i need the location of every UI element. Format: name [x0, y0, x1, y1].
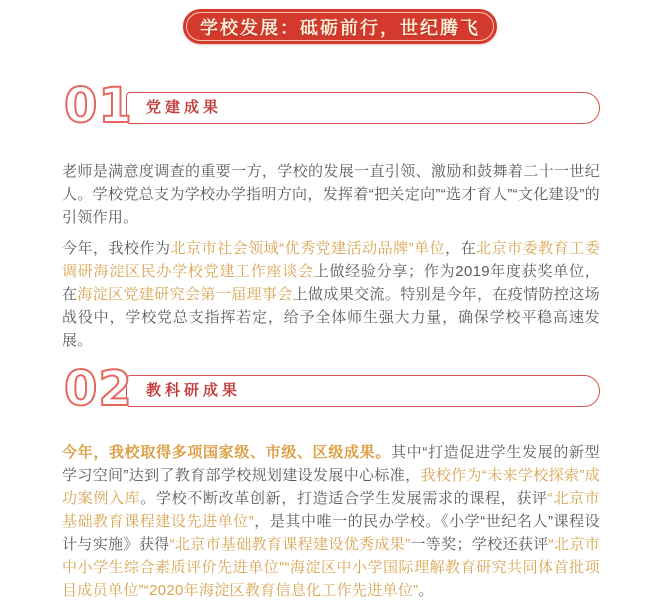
- paragraph: [62, 160, 600, 229]
- text-segment: ，在: [445, 240, 477, 257]
- text-segment: 我校作为“未来学校探索”成功案例入库: [62, 467, 600, 507]
- text-segment: 今年，我校作为: [62, 240, 171, 257]
- text-segment: 今年，我校取得多项国家级、市级、区级成果。: [62, 444, 392, 461]
- page-title: 学校发展：砥砺前行，世纪腾飞: [200, 17, 480, 38]
- text-segment: 。: [418, 582, 434, 599]
- section-label: 教科研成果: [146, 382, 242, 399]
- text-segment: 。学校不断改革创新，打造适合学生发展需求的课程，获评: [140, 490, 548, 507]
- text-segment: 北京市社会领域“优秀党建活动品牌”单位: [170, 240, 446, 257]
- text-segment: 北京市委教育工委调研海淀区民办学校党建工作座谈会: [62, 240, 600, 280]
- section-number: 01: [64, 78, 133, 134]
- section-header-party-building: [62, 78, 600, 136]
- text-segment: 上做成果交流。特别是今年，在疫情防控这场战役中，学校党总支指挥若定，给予全体师生强大力量，确保学校平稳高速发展。: [62, 286, 600, 349]
- section-number: 02: [64, 361, 133, 417]
- text-segment: “北京市中小学生综合素质评价先进单位”“海淀区中小学国际理解教育研究共同体首批项目成员单位”“2020年海淀区教育信息化工作先进单位”: [62, 536, 600, 599]
- paragraph: [62, 237, 600, 352]
- section-label: 党建成果: [146, 99, 223, 116]
- title-banner: [183, 9, 497, 44]
- text-segment: “北京市基础教育课程建设先进单位”: [62, 490, 600, 530]
- text-segment: 海淀区党建研究会第一届理事会: [77, 286, 293, 303]
- paragraph: [62, 441, 600, 602]
- text-segment: 一等奖；学校还获评: [410, 536, 549, 553]
- section-header-teaching-research: [62, 361, 600, 419]
- text-segment: 上做经验分享；作为2019年度获奖单位，在: [62, 263, 600, 303]
- text-segment: 其中“打造促进学生发展的新型学习空间”达到了教育部学校规划建设发展中心标准，: [62, 444, 600, 484]
- text-segment: “北京市基础教育课程建设优秀成果”: [169, 536, 411, 553]
- text-segment: ，是其中唯一的民办学校。《小学“世纪名人”课程设计与实施》获得: [62, 513, 600, 553]
- text-segment: 老师是满意度调查的重要一方，学校的发展一直引领、激励和鼓舞着二十一世纪人。学校党总支为学校办学指明方向，发挥着“把关定向”“选才育人”“文化建设”的引领作用。: [62, 163, 600, 226]
